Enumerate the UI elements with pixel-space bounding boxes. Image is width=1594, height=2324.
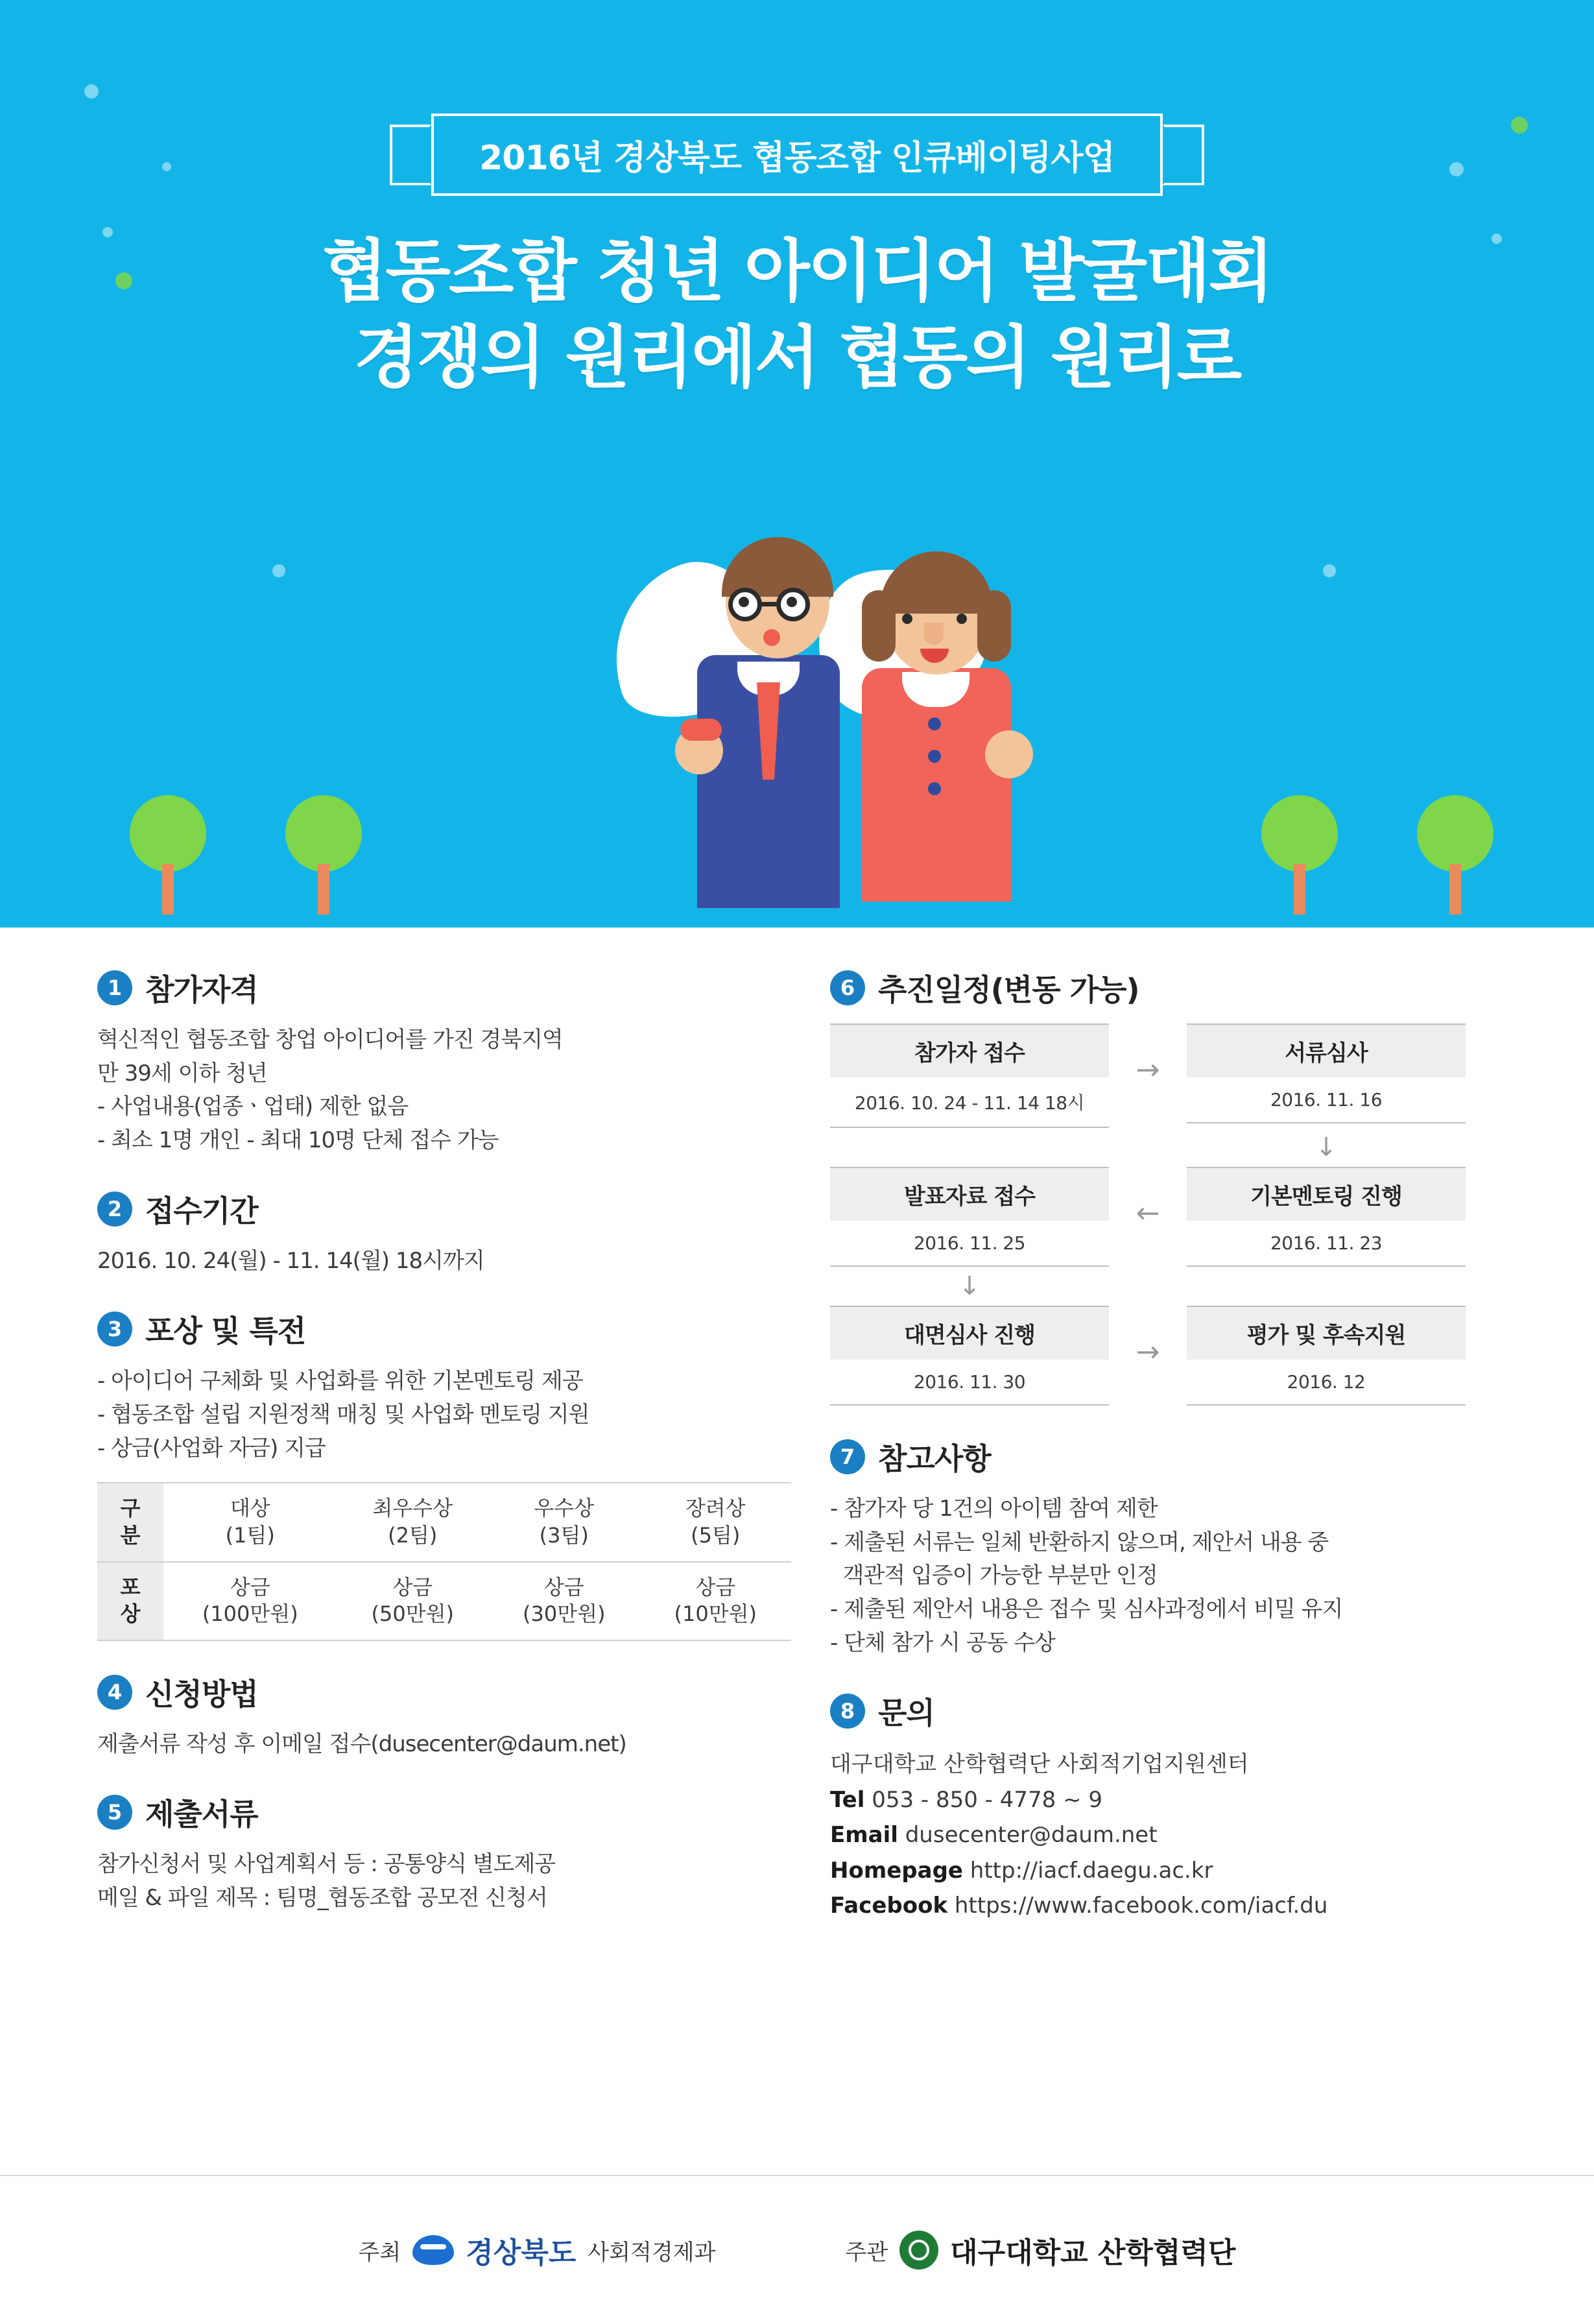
contact-row-homepage <box>830 1853 1492 1888</box>
step-label: 서류심사 <box>1187 1025 1466 1077</box>
section-body <box>97 1245 791 1278</box>
daegu-university-logo-icon <box>899 2231 938 2270</box>
body-line: 혁신적인 협동조합 창업 아이디어를 가진 경북지역 <box>97 1027 563 1053</box>
step-label: 기본멘토링 진행 <box>1187 1168 1466 1221</box>
section-notes <box>830 1435 1492 1660</box>
section-documents <box>97 1791 791 1915</box>
table-cell <box>163 1562 337 1640</box>
page-title-line1: 협동조합 청년 아이디어 발굴대회 <box>322 232 1272 311</box>
schedule-step <box>1187 1306 1466 1406</box>
step-date: 2016. 11. 16 <box>1270 1089 1383 1110</box>
table-row <box>97 1562 791 1640</box>
section-title: 신청방법 <box>145 1676 258 1712</box>
step-label: 발표자료 접수 <box>830 1168 1109 1221</box>
section-title: 참가자격 <box>145 972 258 1007</box>
section-number: 7 <box>830 1439 865 1474</box>
prize-amount: (30만원) <box>522 1601 606 1627</box>
prize-label: 상금 <box>543 1574 584 1599</box>
prize-amount: (50만원) <box>371 1601 455 1627</box>
contact-row-tel <box>830 1782 1492 1817</box>
section-body <box>97 1365 791 1465</box>
contact-org: 대구대학교 산학협력단 사회적기업지원센터 <box>830 1751 1249 1778</box>
section-prizes <box>97 1308 791 1640</box>
body-line: - 협동조합 설립 지원정책 매칭 및 사업화 멘토링 지원 <box>97 1402 589 1428</box>
page-title-line2: 경쟁의 원리에서 협동의 원리로 <box>353 317 1241 397</box>
award-teams: (5팀) <box>691 1522 741 1548</box>
boy-eye-right <box>787 597 797 607</box>
contact-label: Email <box>830 1822 898 1849</box>
ribbon-tail-left <box>390 125 431 186</box>
girl-pigtail-left <box>862 590 896 662</box>
table-cell <box>163 1483 337 1561</box>
contact-row-email <box>830 1817 1492 1852</box>
character-girl <box>829 551 1037 915</box>
character-boy <box>661 532 855 895</box>
prize-label: 상금 <box>392 1574 433 1599</box>
row-header-prize: 포 상 <box>97 1562 163 1640</box>
schedule-flow <box>830 1024 1492 1406</box>
arrow-down-icon: ↓ <box>958 1271 981 1301</box>
girl-button <box>928 782 941 795</box>
footer-organizer <box>845 2229 1235 2271</box>
section-number: 1 <box>97 970 132 1005</box>
section-body <box>830 1492 1492 1660</box>
body-line: 만 39세 이하 청년 <box>97 1060 267 1086</box>
prize-label: 상금 <box>695 1574 736 1599</box>
organizer-name: 대구대학교 산학협력단 <box>950 2236 1236 2270</box>
step-date: 2016. 11. 30 <box>913 1371 1026 1393</box>
organizer-role-label: 주관 <box>845 2239 888 2266</box>
decor-dot <box>272 564 285 577</box>
section-number: 2 <box>97 1192 132 1227</box>
section-title: 제출서류 <box>145 1797 258 1832</box>
section-body <box>97 1848 791 1915</box>
step-label: 평가 및 후속지원 <box>1187 1307 1466 1360</box>
table-cell <box>488 1483 639 1561</box>
step-date: 2016. 10. 24 - 11. 14 18시 <box>854 1092 1085 1114</box>
boy-mouth <box>763 629 780 646</box>
row-header-category: 구 분 <box>97 1483 163 1561</box>
section-body <box>97 1728 791 1762</box>
footer-host <box>359 2229 716 2271</box>
arrow-right-icon: → <box>1136 1053 1160 1086</box>
section-contact <box>830 1690 1492 1923</box>
award-name: 최우수상 <box>372 1496 453 1521</box>
body-line: - 아이디어 구체화 및 사업화를 위한 기본멘토링 제공 <box>97 1368 583 1395</box>
award-name: 대상 <box>230 1496 270 1521</box>
right-column <box>830 966 1492 1953</box>
section-application-period <box>97 1188 791 1278</box>
body-line: - 상금(사업화 자금) 지급 <box>97 1435 326 1461</box>
schedule-arrow-row <box>830 1128 1492 1167</box>
contact-value: 053 - 850 - 4778 ~ 9 <box>872 1786 1103 1813</box>
prize-label: 상금 <box>230 1574 270 1599</box>
illustration-characters <box>414 525 1180 928</box>
body-line: 2016. 10. 24(월) - 11. 14(월) 18시까지 <box>97 1247 484 1274</box>
table-cell <box>639 1562 791 1640</box>
section-title: 문의 <box>878 1695 934 1731</box>
host-role-label: 주최 <box>358 2239 401 2266</box>
body-line: 객관적 입증이 가능한 부분만 인정 <box>830 1563 1158 1589</box>
girl-nose <box>924 623 944 645</box>
section-how-to-apply <box>97 1671 791 1762</box>
contact-label: Tel <box>830 1786 865 1813</box>
ribbon-banner <box>0 114 1594 196</box>
schedule-step <box>830 1024 1109 1128</box>
section-number: 5 <box>97 1795 132 1830</box>
section-number: 4 <box>97 1675 132 1710</box>
ribbon-label: 2016년 경상북도 협동조합 인큐베이팅사업 <box>431 114 1163 196</box>
body-line: - 제출된 서류는 일체 반환하지 않으며, 제안서 내용 중 <box>830 1529 1329 1555</box>
schedule-arrow-row <box>830 1267 1492 1306</box>
step-date: 2016. 12 <box>1287 1371 1366 1393</box>
host-department: 사회적경제과 <box>588 2239 716 2266</box>
step-date: 2016. 11. 23 <box>1270 1232 1383 1254</box>
girl-button <box>928 750 941 763</box>
section-title: 참고사항 <box>878 1441 991 1476</box>
table-cell <box>488 1562 639 1640</box>
schedule-step <box>1187 1024 1466 1123</box>
boy-eye-left <box>739 597 749 607</box>
prize-amount: (10만원) <box>674 1601 757 1627</box>
body-line: - 참가자 당 1건의 아이템 참여 제한 <box>830 1496 1158 1522</box>
prize-amount: (100만원) <box>202 1601 298 1627</box>
left-column <box>97 966 791 1953</box>
section-number: 8 <box>830 1694 865 1729</box>
content-area <box>0 928 1594 1953</box>
section-title: 접수기간 <box>145 1193 258 1228</box>
section-title: 추진일정(변동 가능) <box>878 972 1139 1007</box>
girl-hand <box>985 730 1033 778</box>
schedule-row <box>830 1167 1492 1267</box>
table-cell <box>337 1562 488 1640</box>
boy-sleeve <box>680 719 722 741</box>
award-name: 우수상 <box>534 1496 595 1521</box>
prize-table <box>97 1482 791 1640</box>
contact-label: Facebook <box>830 1892 948 1919</box>
step-label: 참가자 접수 <box>830 1025 1109 1077</box>
boy-glasses-bridge <box>762 602 776 606</box>
contact-value[interactable]: http://iacf.daegu.ac.kr <box>969 1857 1213 1884</box>
contact-value[interactable]: dusecenter@daum.net <box>905 1822 1158 1849</box>
schedule-step <box>1187 1167 1466 1267</box>
tree-icon <box>130 795 206 915</box>
step-label: 대면심사 진행 <box>830 1307 1109 1360</box>
schedule-step <box>830 1167 1109 1267</box>
schedule-step <box>830 1306 1109 1406</box>
page-title <box>0 230 1594 399</box>
decor-dot <box>84 84 99 99</box>
schedule-row <box>830 1024 1492 1128</box>
award-teams: (1팀) <box>225 1522 275 1548</box>
tree-icon <box>1261 795 1338 915</box>
body-line: 제출서류 작성 후 이메일 접수(dusecenter@daum.net) <box>97 1731 626 1757</box>
girl-button <box>928 717 941 730</box>
contact-value[interactable]: https://www.facebook.com/iacf.du <box>954 1892 1328 1919</box>
schedule-row <box>830 1306 1492 1406</box>
award-teams: (3팀) <box>539 1522 589 1548</box>
arrow-right-icon: → <box>1136 1336 1160 1369</box>
section-body <box>97 1024 791 1158</box>
footer <box>0 2175 1594 2324</box>
arrow-down-icon: ↓ <box>1315 1132 1337 1162</box>
host-name: 경상북도 <box>466 2236 577 2270</box>
body-line: - 최소 1명 개인 - 최대 10명 단체 접수 가능 <box>97 1127 499 1154</box>
section-title: 포상 및 특전 <box>145 1313 306 1349</box>
arrow-left-icon: ← <box>1136 1197 1160 1230</box>
decor-dot <box>1323 564 1336 577</box>
body-line: - 제출된 제안서 내용은 접수 및 심사과정에서 비밀 유지 <box>830 1596 1343 1623</box>
contact-row-facebook <box>830 1888 1492 1923</box>
ribbon-tail-right <box>1163 125 1204 186</box>
section-number: 6 <box>830 970 865 1005</box>
section-qualification <box>97 966 791 1158</box>
body-line: - 사업내용(업종ㆍ업태) 제한 없음 <box>97 1094 409 1120</box>
award-name: 장려상 <box>685 1496 746 1521</box>
gyeongsangbukdo-logo-icon <box>412 2235 454 2265</box>
body-line: 참가신청서 및 사업계획서 등 : 공통양식 별도제공 <box>97 1851 556 1878</box>
body-line: - 단체 참가 시 공동 수상 <box>830 1629 1055 1656</box>
girl-pigtail-right <box>977 590 1011 662</box>
step-date: 2016. 11. 25 <box>913 1232 1026 1254</box>
section-schedule <box>830 966 1492 1406</box>
tree-icon <box>1417 795 1493 915</box>
table-row <box>97 1483 791 1561</box>
table-cell <box>337 1483 488 1561</box>
contact-label: Homepage <box>830 1857 963 1884</box>
girl-eye-left <box>902 614 912 624</box>
girl-hair <box>880 551 993 614</box>
girl-eye-right <box>957 614 967 624</box>
tree-icon <box>285 795 362 915</box>
hero-banner <box>0 0 1594 928</box>
award-teams: (2팀) <box>388 1522 438 1548</box>
body-line: 메일 & 파일 제목 : 팀명_협동조합 공모전 신청서 <box>97 1885 547 1911</box>
contact-details <box>830 1747 1492 1923</box>
section-number: 3 <box>97 1312 132 1347</box>
boy-hair <box>722 537 833 597</box>
table-cell <box>639 1483 791 1561</box>
